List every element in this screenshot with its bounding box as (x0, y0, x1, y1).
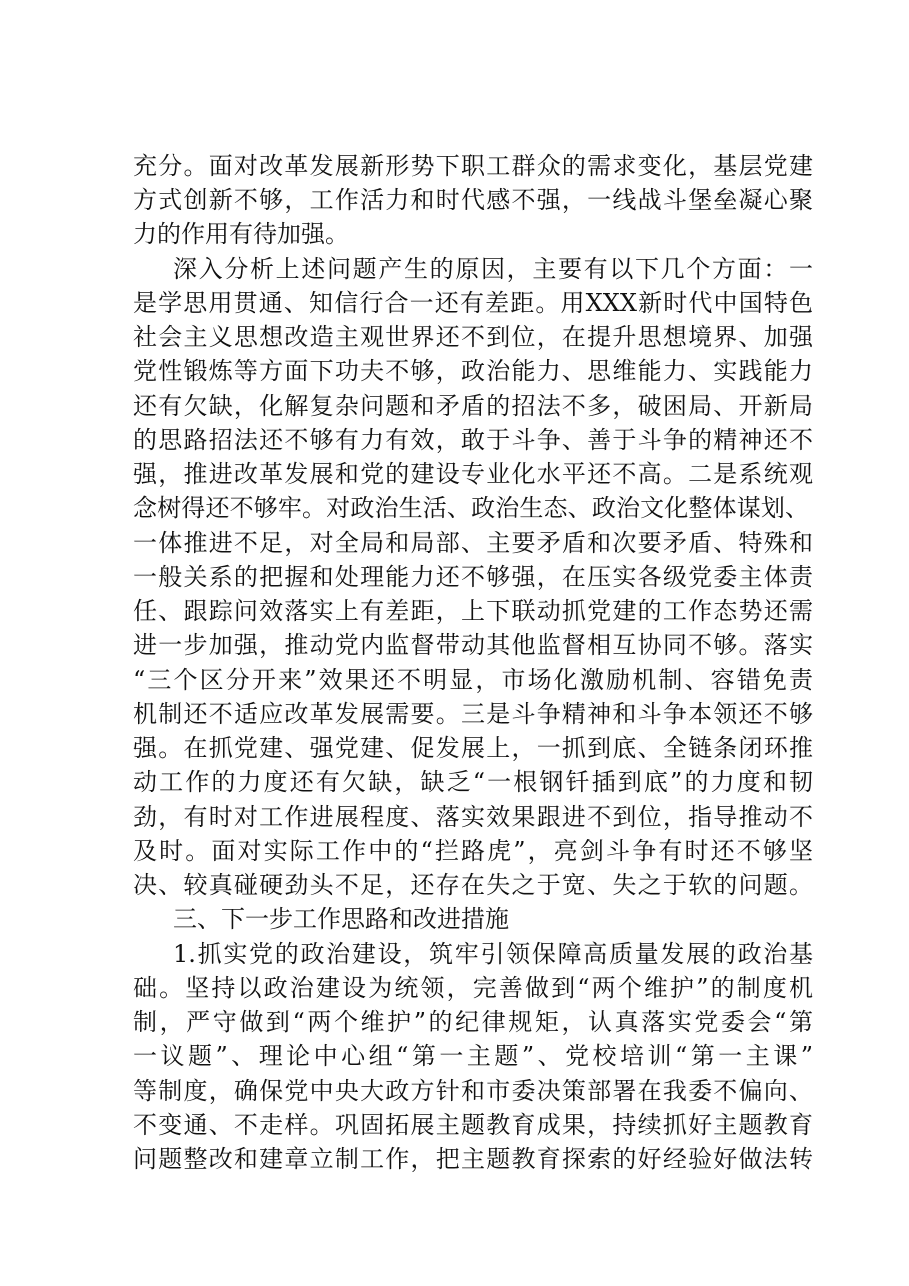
paragraph-2-line: “三个区分开来”效果还不明显，市场化激励机制、容错免责 (133, 666, 813, 694)
section-heading: 三、下一步工作思路和改进措施 (173, 905, 509, 933)
paragraph-2-line: 劲，有时对工作进展程度、落实效果跟进不到位，指导推动不 (133, 803, 813, 831)
paragraph-2-line: 强。在抓党建、强党建、促发展上，一抓到底、全链条闭环推 (133, 734, 813, 762)
paragraph-3-line: 1.抓实党的政治建设，筑牢引领保障高质量发展的政治基 (173, 940, 813, 968)
paragraph-2-line: 还有欠缺，化解复杂问题和矛盾的招法不多，破困局、开新局 (133, 392, 813, 420)
paragraph-2-line: 是学思用贯通、知信行合一还有差距。用XXX新时代中国特色 (133, 289, 813, 317)
paragraph-1-line: 充分。面对改革发展新形势下职工群众的需求变化，基层党建 (133, 152, 813, 180)
paragraph-3-line: 问题整改和建章立制工作，把主题教育探索的好经验好做法转 (133, 1145, 813, 1173)
paragraph-2-line: 社会主义思想改造主观世界还不到位，在提升思想境界、加强 (133, 323, 813, 351)
paragraph-2-line: 的思路招法还不够有力有效，敢于斗争、善于斗争的精神还不 (133, 426, 813, 454)
paragraph-2-line: 党性锻炼等方面下功夫不够，政治能力、思维能力、实践能力 (133, 357, 813, 385)
paragraph-2-line: 及时。面对实际工作中的“拦路虎”，亮剑斗争有时还不够坚 (133, 837, 813, 865)
paragraph-2-line: 进一步加强，推动党内监督带动其他监督相互协同不够。落实 (133, 631, 813, 659)
paragraph-1-line: 方式创新不够，工作活力和时代感不强，一线战斗堡垒凝心聚 (133, 186, 813, 214)
paragraph-3-line: 制，严守做到“两个维护”的纪律规矩，认真落实党委会“第 (133, 1008, 813, 1036)
paragraph-3-line: 等制度，确保党中央大政方针和市委决策部署在我委不偏向、 (133, 1077, 813, 1105)
paragraph-2-line: 一般关系的把握和处理能力还不够强，在压实各级党委主体责 (133, 563, 813, 591)
paragraph-2-line: 决、较真碰硬劲头不足，还存在失之于宽、失之于软的问题。 (133, 871, 813, 899)
paragraph-2-line: 机制还不适应改革发展需要。三是斗争精神和斗争本领还不够 (133, 700, 813, 728)
paragraph-3-line: 不变通、不走样。巩固拓展主题教育成果，持续抓好主题教育 (133, 1111, 813, 1139)
paragraph-2-line: 深入分析上述问题产生的原因，主要有以下几个方面：一 (173, 255, 813, 283)
paragraph-2-line: 念树得还不够牢。对政治生活、政治生态、政治文化整体谋划、 (133, 494, 809, 522)
paragraph-2-line: 一体推进不足，对全局和局部、主要矛盾和次要矛盾、特殊和 (133, 529, 813, 557)
paragraph-1-line: 力的作用有待加强。 (133, 220, 349, 248)
paragraph-3-line: 一议题”、理论中心组“第一主题”、党校培训“第一主课” (133, 1042, 813, 1070)
paragraph-2-line: 任、跟踪问效落实上有差距，上下联动抓党建的工作态势还需 (133, 597, 813, 625)
paragraph-3-line: 础。坚持以政治建设为统领，完善做到“两个维护”的制度机 (133, 974, 813, 1002)
paragraph-2-line: 动工作的力度还有欠缺，缺乏“一根钢钎插到底”的力度和韧 (133, 768, 813, 796)
paragraph-2-line: 强，推进改革发展和党的建设专业化水平还不高。二是系统观 (133, 460, 813, 488)
